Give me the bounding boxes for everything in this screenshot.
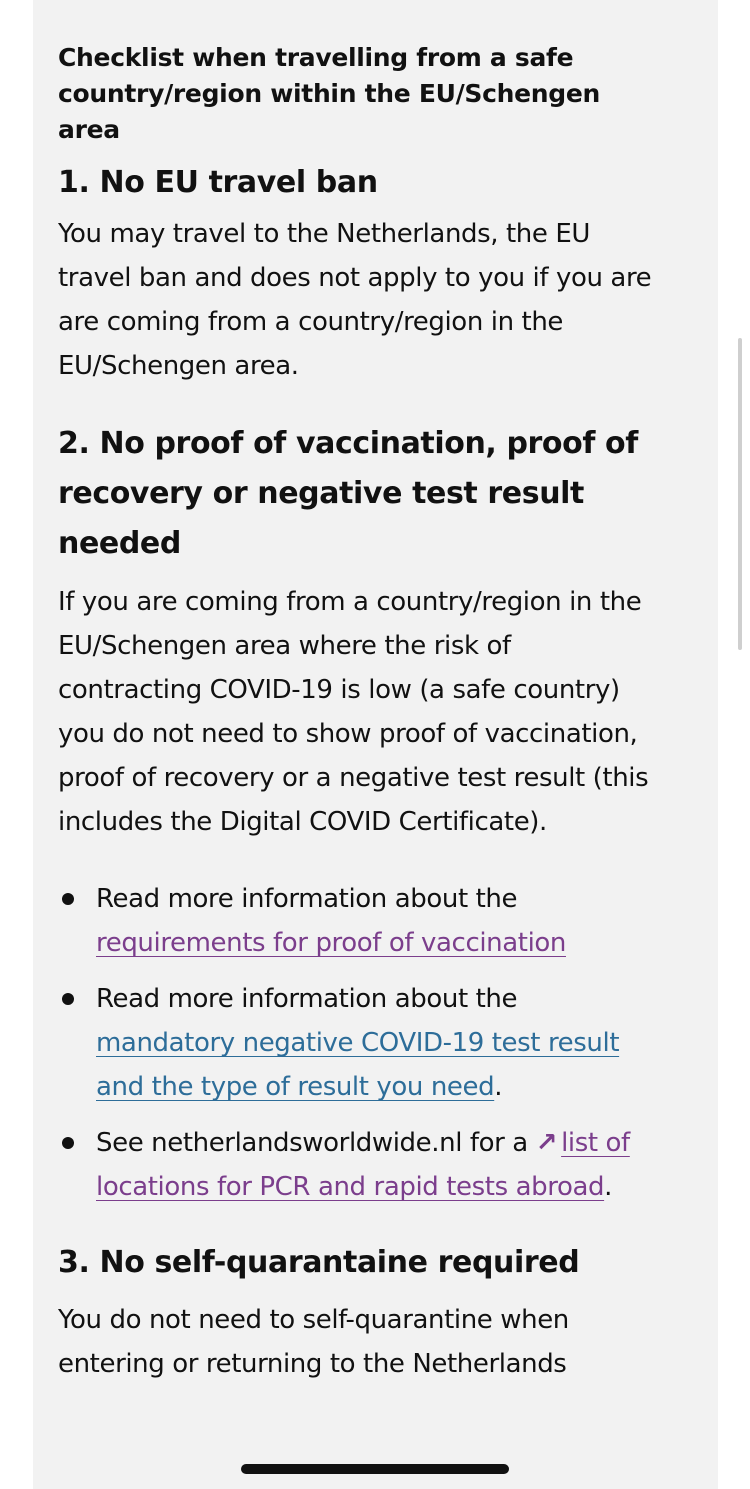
scrollbar[interactable] xyxy=(738,338,742,650)
bullet-text: Read more information about the xyxy=(96,984,518,1014)
section-paragraph-quarantine: You do not need to self-quarantine when entering or returning to the Netherlands xyxy=(58,1305,569,1379)
bullet-text-after: . xyxy=(494,1072,503,1102)
bullet-text: Read more information about the xyxy=(96,884,518,914)
bullet-text-after: . xyxy=(604,1172,612,1202)
vaccination-requirements-link[interactable]: requirements for proof of vaccination xyxy=(96,928,566,958)
bullet-text: See netherlandsworldwide.nl for a xyxy=(96,1128,536,1158)
checklist-title: Checklist when travelling from a safe country/region within the EU/Schengen area xyxy=(58,43,601,144)
info-bullet-list xyxy=(58,877,658,1209)
bullet-dot-icon xyxy=(62,1137,74,1149)
bullet-dot-icon xyxy=(62,993,74,1005)
negative-test-result-link[interactable]: mandatory negative COVID-19 test result and the type of result you need xyxy=(96,1028,620,1102)
section-heading-travel-ban: 1. No EU travel ban xyxy=(58,165,378,200)
section-paragraph-proof: If you are coming from a country/region in the EU/Schengen area where the risk of contracting COVID-19 is low (a safe country) you do not need to show proof of vaccination, proof of recovery or a negative test result (this includes the Digital COVID Certificate). xyxy=(58,587,649,837)
external-link-arrow-icon: ↗ xyxy=(535,1128,558,1158)
test-locations-link-label: list of locations for PCR and rapid tests abroad xyxy=(96,1128,630,1202)
bullet-dot-icon xyxy=(62,893,74,905)
section-heading-quarantine: 3. No self-quarantaine required xyxy=(58,1245,580,1280)
checklist-content xyxy=(58,40,658,1386)
list-item xyxy=(58,1121,658,1209)
section-heading-proof: 2. No proof of vaccination, proof of recovery or negative test result needed xyxy=(58,426,638,561)
home-indicator[interactable] xyxy=(241,1464,509,1474)
list-item xyxy=(58,877,658,965)
section-paragraph-travel-ban: You may travel to the Netherlands, the EU travel ban and does not apply to you if you are are coming from a country/region in the EU/Schengen area. xyxy=(58,219,652,381)
list-item xyxy=(58,977,658,1109)
